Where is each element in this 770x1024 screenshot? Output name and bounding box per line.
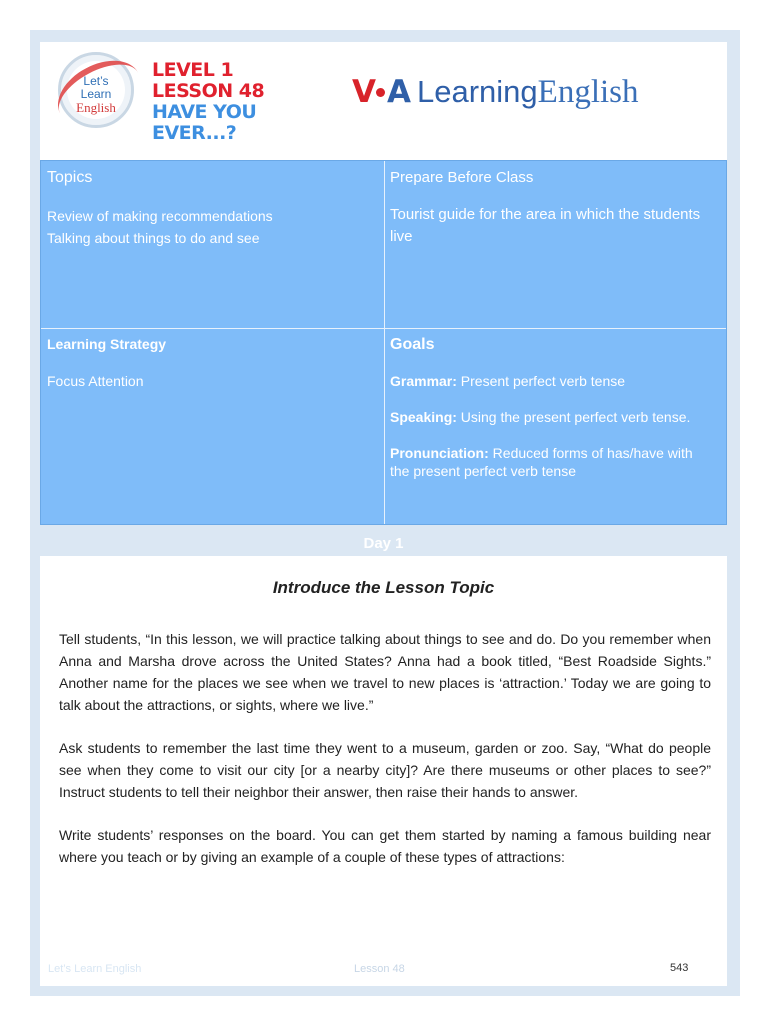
title-line4: EVER...? xyxy=(152,122,237,144)
voa-a: A xyxy=(387,74,411,110)
lesson-overview-grid xyxy=(40,160,727,525)
topic-item: Review of making recommendations xyxy=(47,208,273,224)
goal-text: Reduced forms of has/have with the present perfect verb tense xyxy=(390,445,693,479)
topics-heading: Topics xyxy=(47,169,93,186)
goal-text: Present perfect verb tense xyxy=(456,373,626,389)
goal-speaking xyxy=(390,406,710,428)
grid-divider-vertical xyxy=(384,161,385,524)
grid-divider-horizontal xyxy=(41,328,726,329)
header xyxy=(40,42,727,160)
voa-v: V xyxy=(352,74,374,110)
brand-learning: Learning xyxy=(417,74,538,109)
goal-pronunciation xyxy=(390,444,710,480)
paragraph: Tell students, “In this lesson, we will practice talking about things to see and do. Do you remember when Anna and Marsha drove across the United States? Anna had a book titled, “Best Roadside Sights.” Another name for the places we see when we travel to new places is ‘attraction.’ Today we are going to talk about the attractions, or sights, where we live.” xyxy=(59,631,711,713)
voa-learning-english-logo xyxy=(352,72,639,112)
prepare-text: Tourist guide for the area in which the students live xyxy=(390,206,701,245)
badge-line1: Let’s xyxy=(83,74,109,88)
strategy-text: Focus Attention xyxy=(47,373,144,389)
goal-text: Using the present perfect verb tense. xyxy=(456,409,691,425)
topic-item: Talking about things to do and see xyxy=(47,230,260,246)
page-number: 543 xyxy=(670,962,689,974)
footer-series-title: Let’s Learn English xyxy=(48,963,142,975)
goals-cell xyxy=(390,336,710,496)
prepare-cell xyxy=(390,169,710,248)
topics-cell xyxy=(47,169,377,249)
goal-grammar xyxy=(390,372,710,390)
lesson-content xyxy=(40,556,727,986)
section-heading: Introduce the Lesson Topic xyxy=(272,578,495,597)
prepare-heading: Prepare Before Class xyxy=(390,169,534,186)
strategy-heading: Learning Strategy xyxy=(47,336,167,352)
footer-lesson: Lesson 48 xyxy=(354,963,405,975)
lesson-label: LESSON 48 xyxy=(152,80,265,102)
lets-learn-english-badge xyxy=(58,52,134,128)
voa-dot-icon xyxy=(376,88,385,97)
lesson-title xyxy=(152,60,264,144)
paragraph: Write students’ responses on the board. You can get them started by naming a famous building near where you teach or by giving an example of a couple of these types of attractions: xyxy=(59,827,711,865)
goal-label: Speaking: xyxy=(390,409,457,425)
day-label: Day 1 xyxy=(363,535,404,552)
level-label: LEVEL 1 xyxy=(152,59,234,81)
title-line3: HAVE YOU xyxy=(152,101,257,123)
strategy-cell xyxy=(47,336,377,392)
badge-line3: English xyxy=(76,100,116,115)
goal-label: Pronunciation: xyxy=(390,445,489,461)
brand-english: English xyxy=(537,73,639,110)
paragraph: Ask students to remember the last time they went to a museum, garden or zoo. Say, “What do people see when they come to visit our city [or a nearby city]? Are there museums or other places to see?” Instruct students to tell their neighbor their answer, then raise their hands to answer. xyxy=(59,740,711,800)
goals-heading: Goals xyxy=(390,336,435,353)
badge-line2: Learn xyxy=(80,87,112,101)
goal-label: Grammar: xyxy=(390,373,457,389)
content-body xyxy=(59,628,711,889)
